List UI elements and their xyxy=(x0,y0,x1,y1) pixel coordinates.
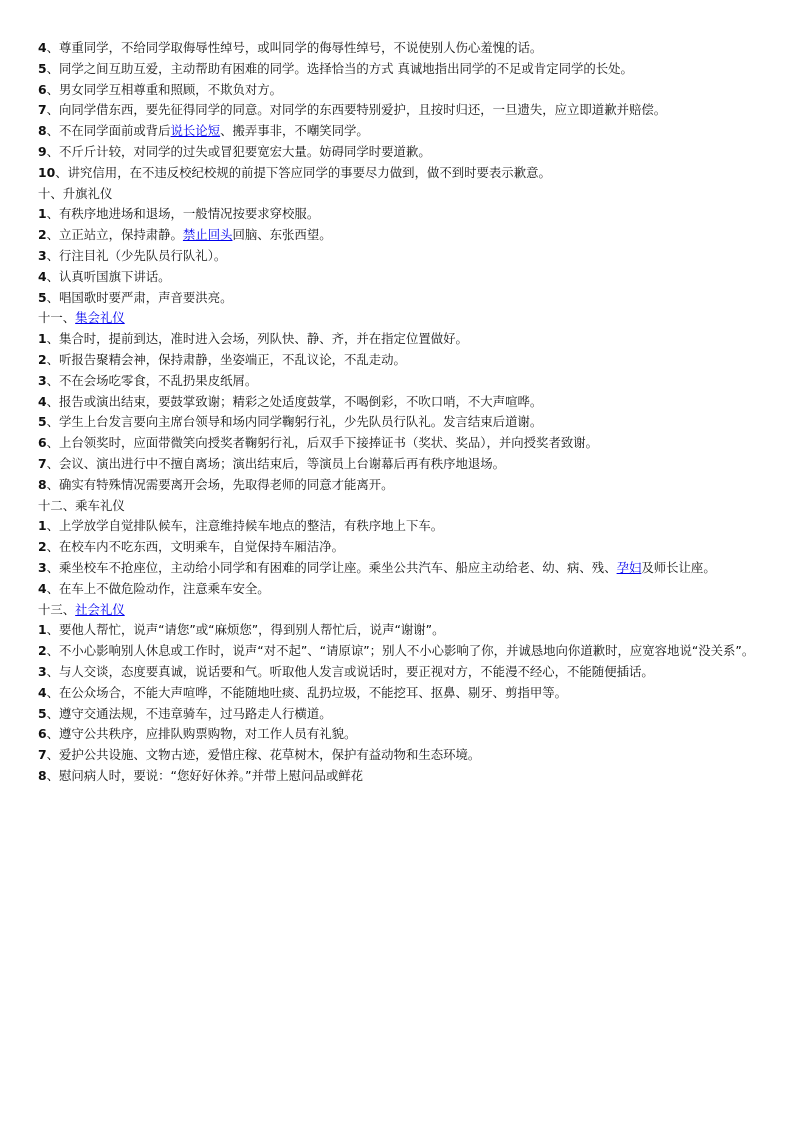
section-9-items xyxy=(38,38,770,184)
list-item: 1、有秩序地进场和退场，一般情况按要求穿校服。 xyxy=(38,206,320,222)
list-item: 8、慰问病人时，要说：“您好好休养。”并带上慰问品或鲜花 xyxy=(38,767,364,783)
list-item: 1、集合时，提前到达，准时进入会场，列队快、静、齐，并在指定位置做好。 xyxy=(38,331,468,347)
list-item: 7、向同学借东西，要先征得同学的同意。对同学的东西要特别爱护，且按时归还，一旦遗失，应立即道歉并赔偿。 xyxy=(38,102,667,118)
list-item: 9、不斤斤计较，对同学的过失或冒犯要宽宏大量。妨碍同学时要道歉。 xyxy=(38,143,431,159)
section-heading-social: 十三、社会礼仪 xyxy=(38,601,125,617)
list-item: 3、不在会场吃零食，不乱扔果皮纸屑。 xyxy=(38,372,258,388)
list-item: 3、行注目礼（少先队员行队礼）。 xyxy=(38,247,227,263)
list-item: 1、上学放学自觉排队候车，注意维持候车地点的整洁，有秩序地上下车。 xyxy=(38,518,444,534)
list-item: 2、不小心影响别人休息或工作时，说声“对不起”、“请原谅”；别人不小心影响了你，并诚恳地向你道歉时，应宽容地说“没关系”。 xyxy=(38,643,755,659)
list-item: 8、确实有特殊情况需要离开会场，先取得老师的同意才能离开。 xyxy=(38,476,394,492)
list-item: 2、立正站立，保持肃静。禁止回头回脑、东张西望。 xyxy=(38,227,332,243)
list-item: 4、在公众场合，不能大声喧哗，不能随地吐痰、乱扔垃圾，不能挖耳、抠鼻、剔牙、剪指甲等。 xyxy=(38,684,568,700)
section-heading-assembly: 十一、集会礼仪 xyxy=(38,310,125,326)
list-item: 2、听报告聚精会神，保持肃静，坐姿端正，不乱议论，不乱走动。 xyxy=(38,351,406,367)
list-item: 4、认真听国旗下讲话。 xyxy=(38,268,171,284)
list-item: 10、讲究信用，在不违反校纪校规的前提下答应同学的事要尽力做到，做不到时要表示歉意。 xyxy=(38,164,551,180)
list-item: 1、要他人帮忙，说声“请您”或“麻烦您”，得到别人帮忙后，说声“谢谢”。 xyxy=(38,622,445,638)
link-ji-hui-li-yi[interactable]: 集会礼仪 xyxy=(75,310,125,326)
section-heading-riding: 十二、乘车礼仪 xyxy=(38,497,125,513)
list-item: 5、唱国歌时要严肃，声音要洪亮。 xyxy=(38,289,233,305)
list-item: 4、尊重同学，不给同学取侮辱性绰号，或叫同学的侮辱性绰号，不说使别人伤心羞愧的话。 xyxy=(38,40,543,55)
list-item: 4、在车上不做危险动作，注意乘车安全。 xyxy=(38,580,270,596)
list-item: 6、遵守公共秩序，应排队购票购物，对工作人员有礼貌。 xyxy=(38,726,357,742)
list-item: 6、上台领奖时，应面带微笑向授奖者鞠躬行礼，后双手下接捧证书（奖状、奖品），并向授奖者致谢。 xyxy=(38,435,599,451)
list-item: 5、同学之间互助互爱，主动帮助有困难的同学。选择恰当的方式 真诚地指出同学的不足或肯定同学的长处。 xyxy=(38,60,633,76)
list-item: 5、学生上台发言要向主席台领导和场内同学鞠躬行礼，少先队员行队礼。发言结束后道谢。 xyxy=(38,414,543,430)
list-item: 3、乘坐校车不抢座位，主动给小同学和有困难的同学让座。乘坐公共汽车、船应主动给老、幼、病、残、孕妇及师长让座。 xyxy=(38,559,716,575)
list-item: 7、会议、演出进行中不擅自离场；演出结束后，等演员上台谢幕后再有秩序地退场。 xyxy=(38,455,506,471)
list-item: 3、与人交谈，态度要真诚，说话要和气。听取他人发言或说话时，要正视对方，不能漫不经心，不能随便插话。 xyxy=(38,663,654,679)
list-item: 8、不在同学面前或背后说长论短、搬弄事非，不嘲笑同学。 xyxy=(38,123,369,139)
section-heading-flag-ceremony: 十、升旗礼仪 xyxy=(38,185,113,201)
link-she-hui-li-yi[interactable]: 社会礼仪 xyxy=(75,601,125,617)
list-item: 6、男女同学互相尊重和照顾，不欺负对方。 xyxy=(38,81,283,97)
list-item: 5、遵守交通法规，不违章骑车，过马路走人行横道。 xyxy=(38,705,332,721)
link-yun-fu[interactable]: 孕妇 xyxy=(616,559,642,575)
list-item: 7、爱护公共设施、文物古迹，爱惜庄稼、花草树木，保护有益动物和生态环境。 xyxy=(38,747,481,763)
list-item: 2、在校车内不吃东西，文明乘车，自觉保持车厢洁净。 xyxy=(38,539,344,555)
link-shuo-chang-lun-duan[interactable]: 说长论短 xyxy=(170,123,221,139)
list-item: 4、报告或演出结束，要鼓掌致谢；精彩之处适度鼓掌，不喝倒彩，不吹口哨，不大声喧哗。 xyxy=(38,393,543,409)
link-jin-zhi-hui-tou[interactable]: 禁止回头 xyxy=(182,227,233,243)
